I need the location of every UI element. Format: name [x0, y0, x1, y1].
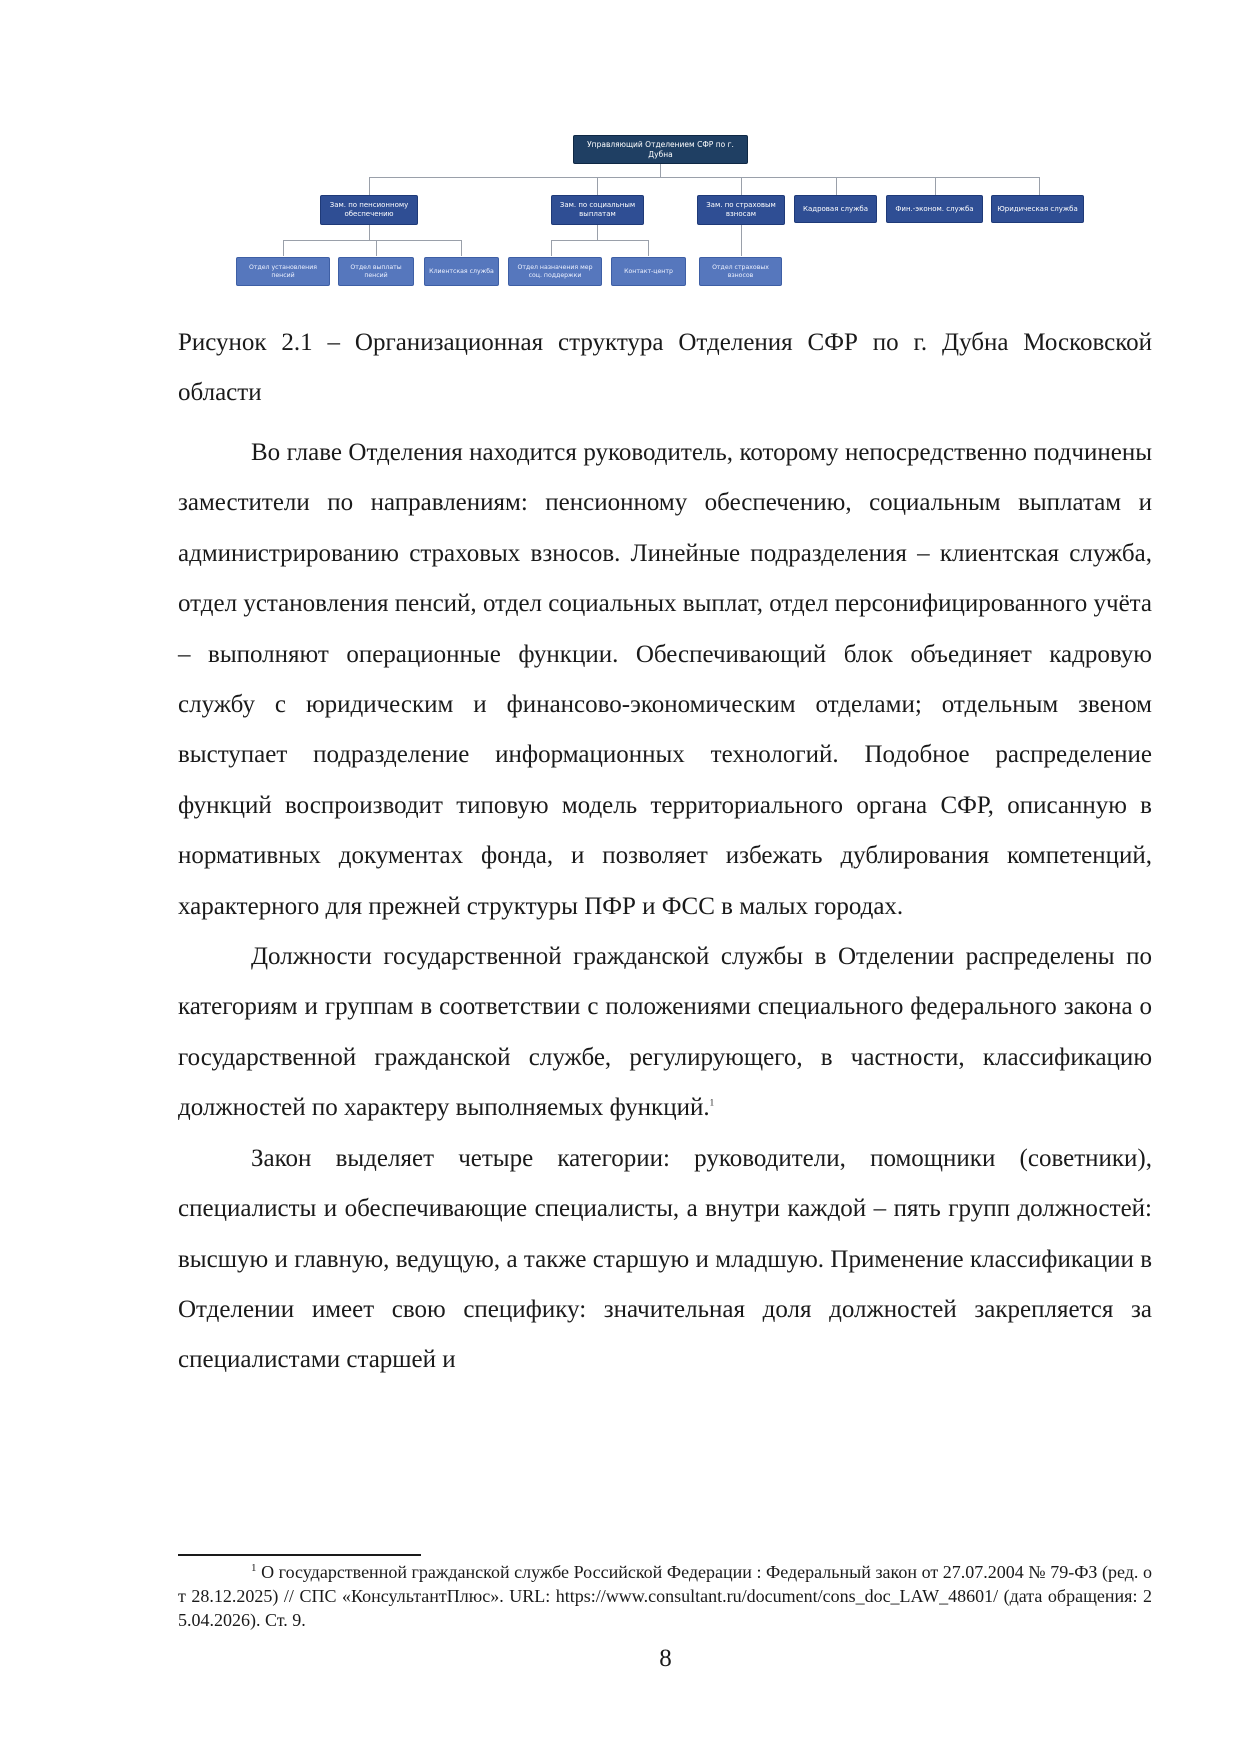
org-unit-pension-setting-box: Отдел установления пенсий	[236, 257, 330, 286]
org-chart	[0, 0, 1241, 300]
connector	[935, 177, 936, 195]
org-head-box: Управляющий Отделением СФР по г. Дубна	[573, 135, 748, 164]
org-legal-service-box: Юридическая служба	[991, 195, 1084, 223]
connector	[836, 177, 837, 195]
connector	[741, 177, 742, 195]
connector	[660, 164, 661, 177]
paragraph-1: Во главе Отделения находится руководитель, которому непосредственно подчинены заместители по направлениям: пенсионному обеспечению, социальным выплатам и администрированию страховых взносов. Линейные подразделения – клиентская служба, отдел установления пенсий, отдел социальных выплат, отдел персонифицированного учёта – выполняют операционные функции. Обеспечивающий блок объединяет кадровую службу с юридическим и финансово-экономическим отделами; отдельным звеном выступает подразделение информационных технологий. Подобное распределение функций воспроизводит типовую модель территориального органа СФР, описанную в нормативных документах фонда, и позволяет избежать дублирования компетенций, характерного для прежней структуры ПФР и ФСС в малых городах.	[178, 439, 1152, 920]
connector	[551, 240, 552, 256]
org-unit-client-service-box: Клиентская служба	[424, 257, 499, 286]
org-unit-social-support-box: Отдел назначения мер соц. поддержки	[508, 257, 602, 286]
connector	[597, 225, 598, 240]
footnote	[178, 1560, 1152, 1632]
connector	[283, 240, 284, 256]
org-unit-contact-center-box: Контакт-центр	[611, 257, 686, 286]
footnote-number: 1	[251, 1562, 257, 1574]
footnote-separator	[178, 1554, 421, 1556]
connector	[1039, 177, 1040, 195]
body-text	[178, 428, 1152, 1386]
connector	[369, 177, 370, 195]
connector	[369, 225, 370, 240]
paragraph-2-text: Должности государственной гражданской службы в Отделении распределены по категориям и группам в соответствии с положениями специального федерального закона о государственной гражданской службе, регулирующего, в частности, классификацию должностей по характеру выполняемых функций.	[178, 943, 1152, 1122]
org-hr-service-box: Кадровая служба	[794, 195, 877, 223]
connector	[283, 240, 461, 241]
connector	[376, 240, 377, 256]
connector	[597, 177, 598, 195]
figure-caption: Рисунок 2.1 – Организационная структура Отделения СФР по г. Дубна Московской области	[178, 329, 1152, 406]
page-number: 8	[659, 1645, 672, 1672]
org-deputy-social-box: Зам. по социальным выплатам	[551, 195, 644, 225]
connector	[461, 240, 462, 256]
org-unit-insurance-box: Отдел страховых взносов	[699, 257, 782, 286]
footnote-text: О государственной гражданской службе Российской Федерации : Федеральный закон от 27.07.2004 № 79-ФЗ (ред. от 28.12.2025) // СПС «КонсультантПлюс». URL: https://www.consultant.ru/document/cons_doc_LAW_48601/ (дата обращения: 25.04.2026). Ст. 9.	[178, 1562, 1153, 1630]
paragraph-3: Закон выделяет четыре категории: руководители, помощники (советники), специалисты и обеспечивающие специалисты, а внутри каждой – пять групп должностей: высшую и главную, ведущую, а также старшую и младшую. Применение классификации в Отделении имеет свою специфику: значительная доля должностей закрепляется за специалистами старшей и	[178, 1144, 1152, 1374]
connector	[648, 240, 649, 256]
footnote-reference[interactable]: 1	[709, 1097, 715, 1108]
org-deputy-pension-box: Зам. по пенсионному обеспечению	[320, 195, 418, 225]
connector	[369, 177, 1039, 178]
org-finance-service-box: Фин.-эконом. служба	[886, 195, 983, 223]
connector	[741, 225, 742, 256]
paragraph-2	[178, 932, 1152, 1134]
org-deputy-insurance-box: Зам. по страховым взносам	[697, 195, 785, 225]
org-unit-pension-payment-box: Отдел выплаты пенсий	[338, 257, 414, 286]
connector	[551, 240, 648, 241]
